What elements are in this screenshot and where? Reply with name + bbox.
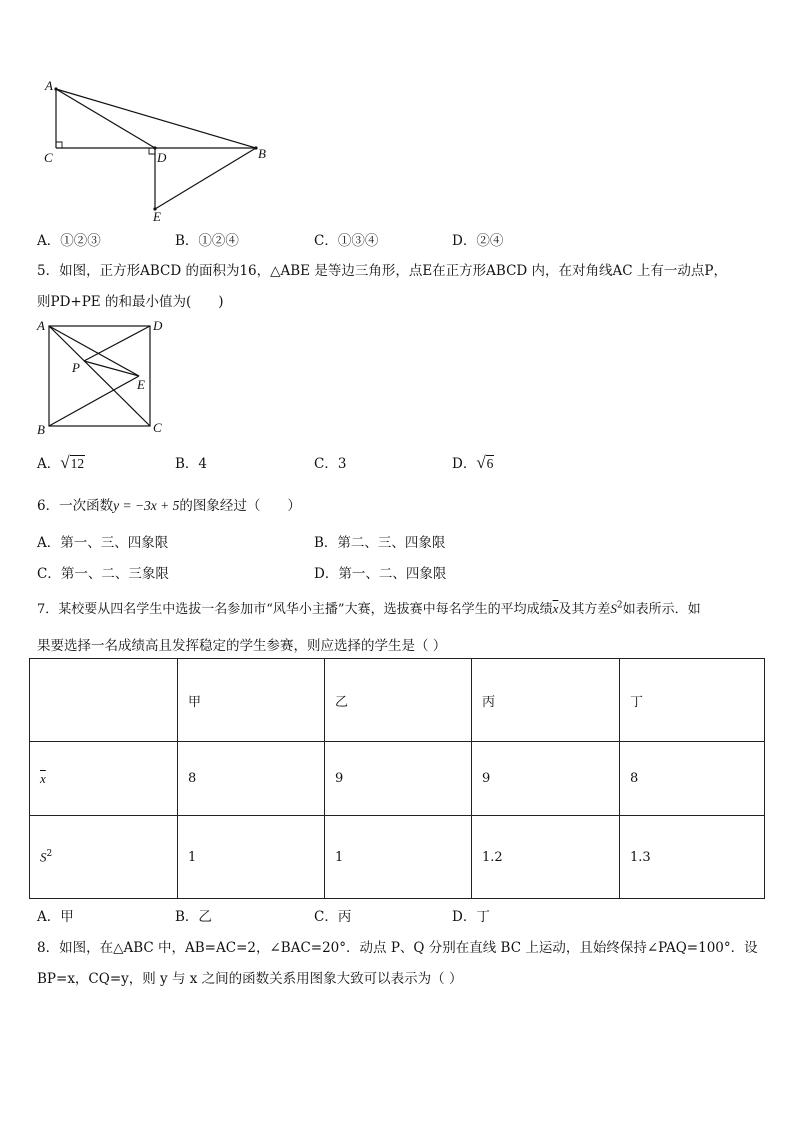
- table-header: 甲: [178, 659, 325, 742]
- q4-option-a[interactable]: A．①②③: [37, 233, 101, 249]
- table-cell: 9: [472, 742, 620, 816]
- q4-option-b[interactable]: B．①②④: [175, 233, 239, 249]
- q7-stem-line2: 果要选择一名成绩高且发挥稳定的学生参赛，则应选择的学生是（ ）: [37, 638, 447, 654]
- sqrt-icon: √: [60, 453, 70, 472]
- table-cell: 8: [620, 742, 765, 816]
- q5-option-a[interactable]: A．√12: [37, 453, 85, 472]
- q7-option-d[interactable]: D．丁: [452, 909, 490, 925]
- q4-label-a: A: [45, 78, 53, 93]
- q5-figure: [34, 316, 174, 440]
- q8-stem-line2: BP=x，CQ=y，则 y 与 x 之间的函数关系用图象大致可以表示为（ ）: [37, 971, 463, 987]
- sqrt-icon: √: [476, 453, 486, 472]
- q5-stem-line2: 则PD+PE 的和最小值为( ): [37, 294, 224, 310]
- q6-formula: y = −3x + 5: [113, 498, 180, 513]
- q5-label-a: A: [37, 318, 45, 333]
- table-header: 乙: [325, 659, 472, 742]
- q7-option-c[interactable]: C．丙: [314, 909, 352, 925]
- q7-option-b[interactable]: B．乙: [175, 909, 212, 925]
- table-row: [30, 742, 765, 816]
- q5-option-b[interactable]: B．4: [175, 456, 208, 472]
- q6-option-d[interactable]: D．第一、二、四象限: [314, 566, 447, 582]
- q8-stem-line1: 8．如图，在△ABC 中，AB=AC=2，∠BAC=20°．动点 P、Q 分别在直线 BC 上运动，且始终保持∠PAQ=100°．设: [37, 940, 758, 956]
- table-cell: 8: [178, 742, 325, 816]
- q6-option-c[interactable]: C．第一、二、三象限: [37, 566, 169, 582]
- table-cell: [30, 659, 178, 742]
- table-cell: 1.2: [472, 816, 620, 899]
- mean-symbol: $\overline{x}$: [552, 601, 559, 616]
- q5-label-d: D: [153, 318, 163, 333]
- table-row: [30, 816, 765, 899]
- table-header: 丁: [620, 659, 765, 742]
- table-cell: 9: [325, 742, 472, 816]
- q7-stem-line1: 7．某校要从四名学生中选拔一名参加市“风华小主播”大赛，选拔赛中每名学生的平均成绩$\overline{x}$及其方差$S^2$如表所示．如: [37, 600, 701, 617]
- q4-label-e: E: [153, 209, 161, 224]
- q7-table: [29, 658, 765, 899]
- q7-option-a[interactable]: A．甲: [37, 909, 74, 925]
- q5-label-e: E: [137, 377, 145, 392]
- table-row-label: $S^2$: [30, 816, 178, 899]
- q4-label-c: C: [44, 150, 53, 165]
- q4-figure: [40, 76, 280, 224]
- q5-option-c[interactable]: C．3: [314, 456, 347, 472]
- table-row-label: $\overline{x}$: [30, 742, 178, 816]
- q5-label-p: P: [72, 360, 80, 375]
- q4-label-b: B: [258, 146, 266, 161]
- q5-label-b: B: [37, 422, 45, 437]
- q5-label-c: C: [153, 420, 162, 435]
- table-cell: 1.3: [620, 816, 765, 899]
- q4-option-d[interactable]: D．②④: [452, 233, 504, 249]
- table-header: 丙: [472, 659, 620, 742]
- q6-option-a[interactable]: A．第一、三、四象限: [37, 535, 169, 551]
- q6-stem: 6．一次函数y = −3x + 5的图象经过（ ）: [37, 498, 301, 514]
- q4-option-c[interactable]: C．①③④: [314, 233, 379, 249]
- table-cell: 1: [325, 816, 472, 899]
- q5-option-d[interactable]: D．√6: [452, 453, 494, 472]
- q4-label-d: D: [157, 150, 167, 165]
- q5-stem-line1: 5．如图，正方形ABCD 的面积为16，△ABE 是等边三角形，点E在正方形ABCD 内，在对角线AC 上有一动点P，: [37, 263, 728, 279]
- table-row: [30, 659, 765, 742]
- table-cell: 1: [178, 816, 325, 899]
- q6-option-b[interactable]: B．第二、三、四象限: [314, 535, 446, 551]
